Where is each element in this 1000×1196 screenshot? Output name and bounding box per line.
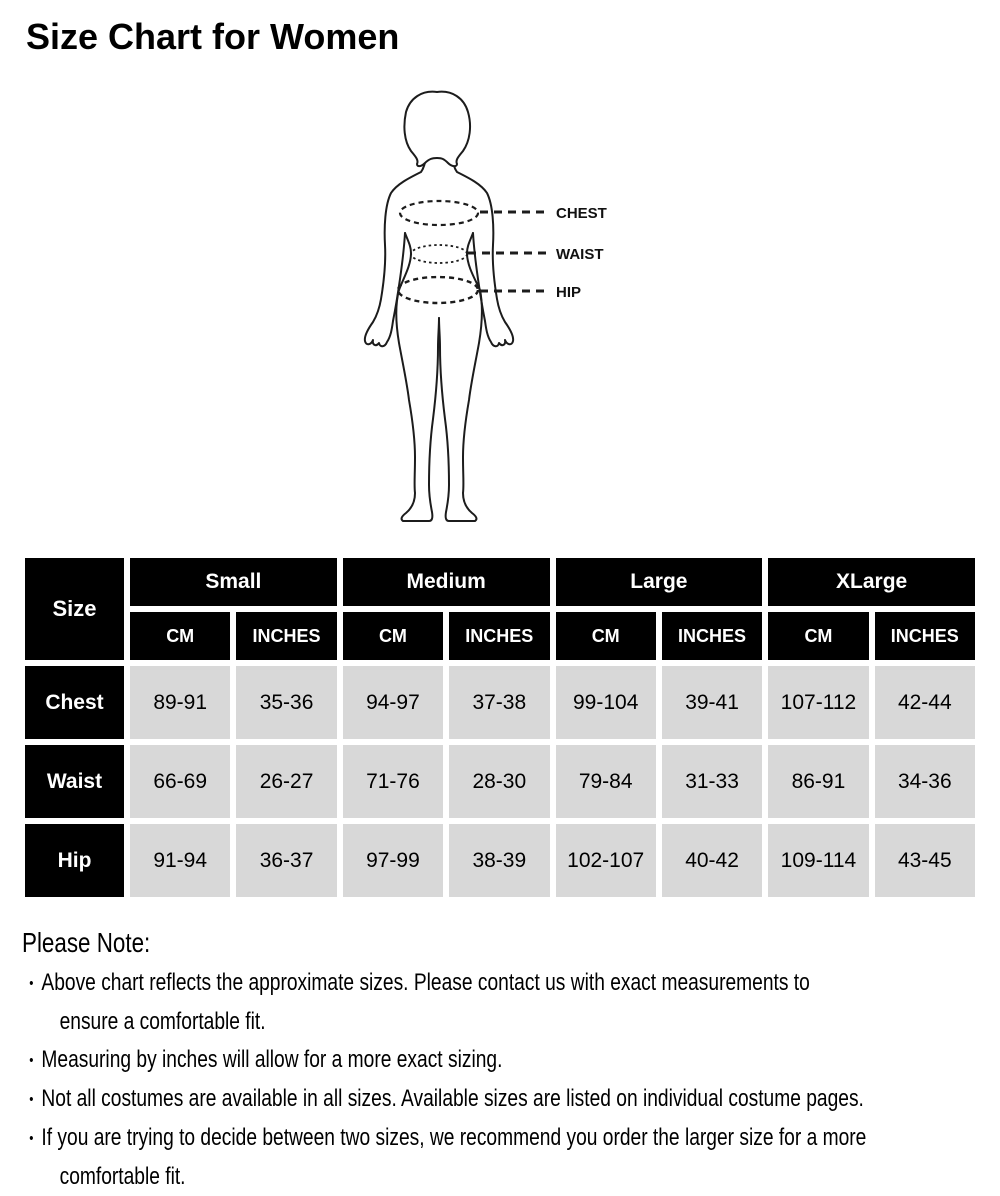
note-item-1-line-2: [22, 1003, 794, 1041]
unit-header: CM: [343, 612, 443, 660]
size-group-header-large: Large: [556, 558, 763, 606]
unit-header: INCHES: [449, 612, 549, 660]
waist-label: WAIST: [556, 246, 604, 263]
size-value-cell: 28-30: [449, 745, 549, 818]
note-item-1-line-1: [22, 964, 810, 1003]
size-value-cell: 26-27: [236, 745, 336, 818]
table-corner-size-header: Size: [25, 558, 124, 660]
size-value-cell: 99-104: [556, 666, 656, 739]
unit-header: CM: [768, 612, 868, 660]
unit-header: INCHES: [662, 612, 762, 660]
size-value-cell: 37-38: [449, 666, 549, 739]
size-value-cell: 42-44: [875, 666, 975, 739]
unit-header: CM: [556, 612, 656, 660]
bullet-icon: •: [29, 1130, 34, 1147]
bullet-icon: •: [29, 975, 34, 992]
size-group-header-small: Small: [130, 558, 337, 606]
size-value-cell: 94-97: [343, 666, 443, 739]
size-value-cell: 107-112: [768, 666, 868, 739]
bullet-icon: •: [29, 1091, 34, 1108]
size-value-cell: 31-33: [662, 745, 762, 818]
waist-ellipse: [411, 245, 467, 263]
row-label-chest: Chest: [25, 666, 124, 739]
size-value-cell: 109-114: [768, 824, 868, 897]
note-text: Measuring by inches will allow for a more exact sizing.: [41, 1046, 503, 1073]
note-item-2-line-1: [22, 1041, 794, 1080]
figure-head: [404, 92, 470, 166]
bullet-icon: •: [29, 1052, 34, 1069]
note-text: ensure a comfortable fit.: [59, 1008, 266, 1035]
note-text: If you are trying to decide between two sizes, we recommend you order the larger size for a more: [41, 1124, 867, 1151]
page-title: Size Chart for Women: [26, 16, 400, 57]
size-value-cell: 79-84: [556, 745, 656, 818]
row-label-waist: Waist: [25, 745, 124, 818]
size-group-header-xlarge: XLarge: [768, 558, 975, 606]
note-text: Above chart reflects the approximate sizes. Please contact us with exact measurements to: [41, 969, 810, 996]
note-item-4-line-1: [22, 1119, 867, 1158]
size-value-cell: 40-42: [662, 824, 762, 897]
size-value-cell: 35-36: [236, 666, 336, 739]
note-item-3-line-1: [22, 1080, 864, 1119]
note-item-4-line-2: [22, 1158, 794, 1196]
size-chart-table: [25, 558, 975, 897]
size-value-cell: 97-99: [343, 824, 443, 897]
woman-silhouette-figure: [0, 85, 1000, 545]
note-text: Not all costumes are available in all sizes. Available sizes are listed on individual costume pages.: [41, 1085, 864, 1112]
figure-right-torso-leg-line: [439, 233, 482, 521]
size-value-cell: 102-107: [556, 824, 656, 897]
row-label-hip: Hip: [25, 824, 124, 897]
size-value-cell: 89-91: [130, 666, 230, 739]
body-measurement-diagram: [0, 85, 1000, 545]
unit-header: INCHES: [236, 612, 336, 660]
hip-label: HIP: [556, 284, 582, 301]
unit-header: CM: [130, 612, 230, 660]
size-value-cell: 66-69: [130, 745, 230, 818]
size-value-cell: 91-94: [130, 824, 230, 897]
chest-ellipse: [400, 201, 478, 225]
notes-heading: Please Note:: [22, 927, 151, 958]
notes-section: [22, 922, 987, 1196]
size-group-header-medium: Medium: [343, 558, 550, 606]
note-text: comfortable fit.: [59, 1163, 186, 1190]
size-value-cell: 36-37: [236, 824, 336, 897]
hip-ellipse: [398, 277, 478, 303]
size-value-cell: 71-76: [343, 745, 443, 818]
size-value-cell: 39-41: [662, 666, 762, 739]
size-value-cell: 86-91: [768, 745, 868, 818]
unit-header: INCHES: [875, 612, 975, 660]
size-value-cell: 43-45: [875, 824, 975, 897]
size-value-cell: 34-36: [875, 745, 975, 818]
chest-label: CHEST: [556, 205, 607, 222]
size-value-cell: 38-39: [449, 824, 549, 897]
